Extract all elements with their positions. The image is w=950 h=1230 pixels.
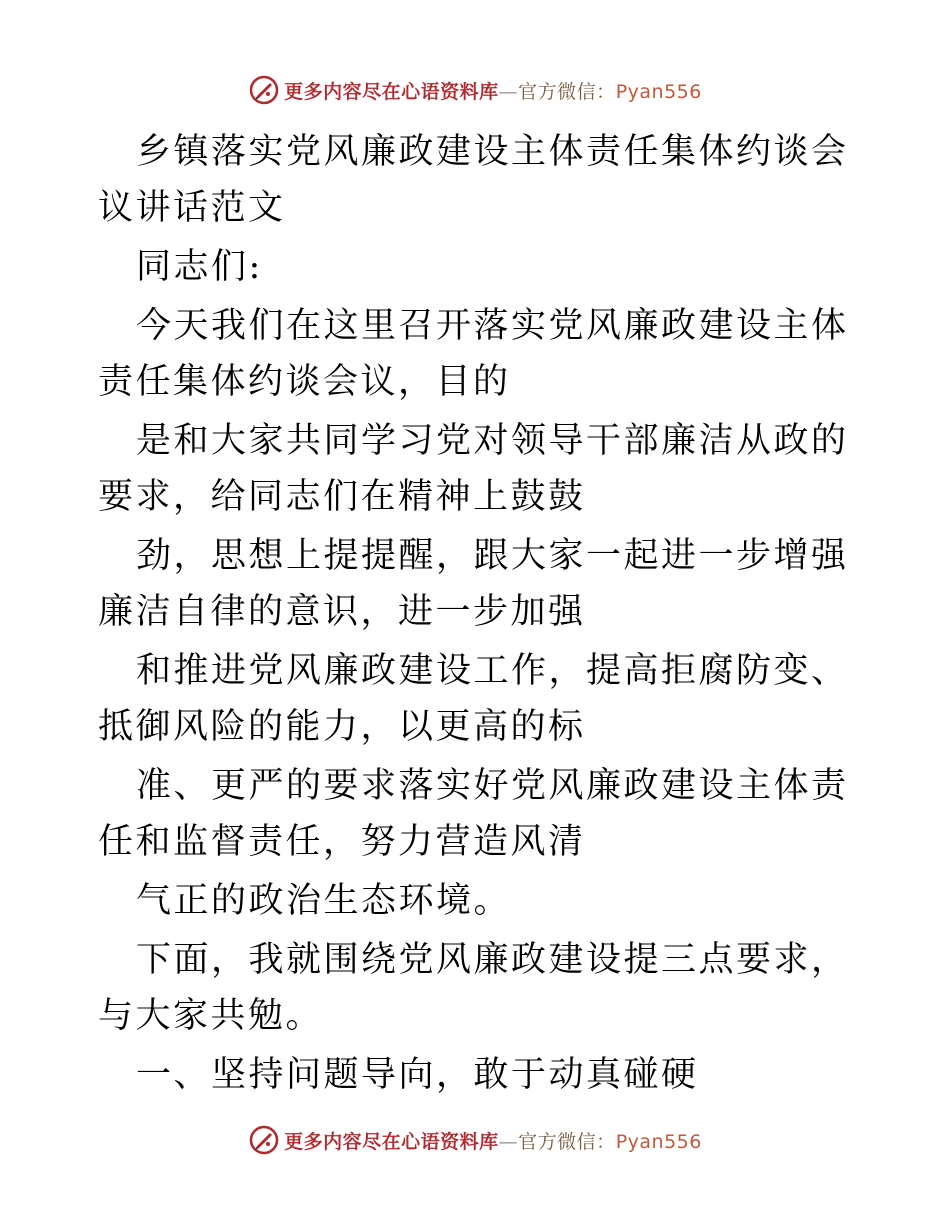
header-banner [284,77,702,104]
footer-site-text: 更多内容尽在心语资料库 [284,1130,499,1153]
paragraph: 今天我们在这里召开落实党风廉政建设主体责任集体约谈会议，目的 [98,306,849,402]
page-footer [0,1120,950,1160]
document-body [98,124,854,1106]
page-header [0,70,950,110]
footer-wechat-label: 官方微信： [518,1130,616,1153]
footer-banner [284,1127,702,1154]
footer-dash: — [498,1130,519,1153]
document-title: 乡镇落实党风廉政建设主体责任集体约谈会议讲话范文 [98,132,849,228]
paragraph: 下面，我就围绕党风廉政建设提三点要求，与大家共勉。 [98,940,849,1036]
section-heading: 一、坚持问题导向，敢于动真碰硬 [136,1055,699,1095]
paragraph: 气正的政治生态环境。 [136,881,512,921]
pen-logo-icon [248,1124,280,1156]
paragraph: 劲，思想上提提醒，跟大家一起进一步增强廉洁自律的意识，进一步加强 [98,536,849,632]
paragraph: 和推进党风廉政建设工作，提高拒腐防变、抵御风险的能力，以更高的标 [98,651,849,747]
header-wechat-label: 官方微信： [518,80,616,103]
pen-logo-icon [248,74,280,106]
salutation: 同志们: [136,247,263,287]
header-site-text: 更多内容尽在心语资料库 [284,80,499,103]
header-wechat-id: Pyan556 [615,80,702,103]
paragraph: 准、更严的要求落实好党风廉政建设主体责任和监督责任，努力营造风清 [98,766,849,862]
header-dash: — [498,80,519,103]
paragraph: 是和大家共同学习党对领导干部廉洁从政的要求，给同志们在精神上鼓鼓 [98,421,849,517]
footer-wechat-id: Pyan556 [615,1130,702,1153]
